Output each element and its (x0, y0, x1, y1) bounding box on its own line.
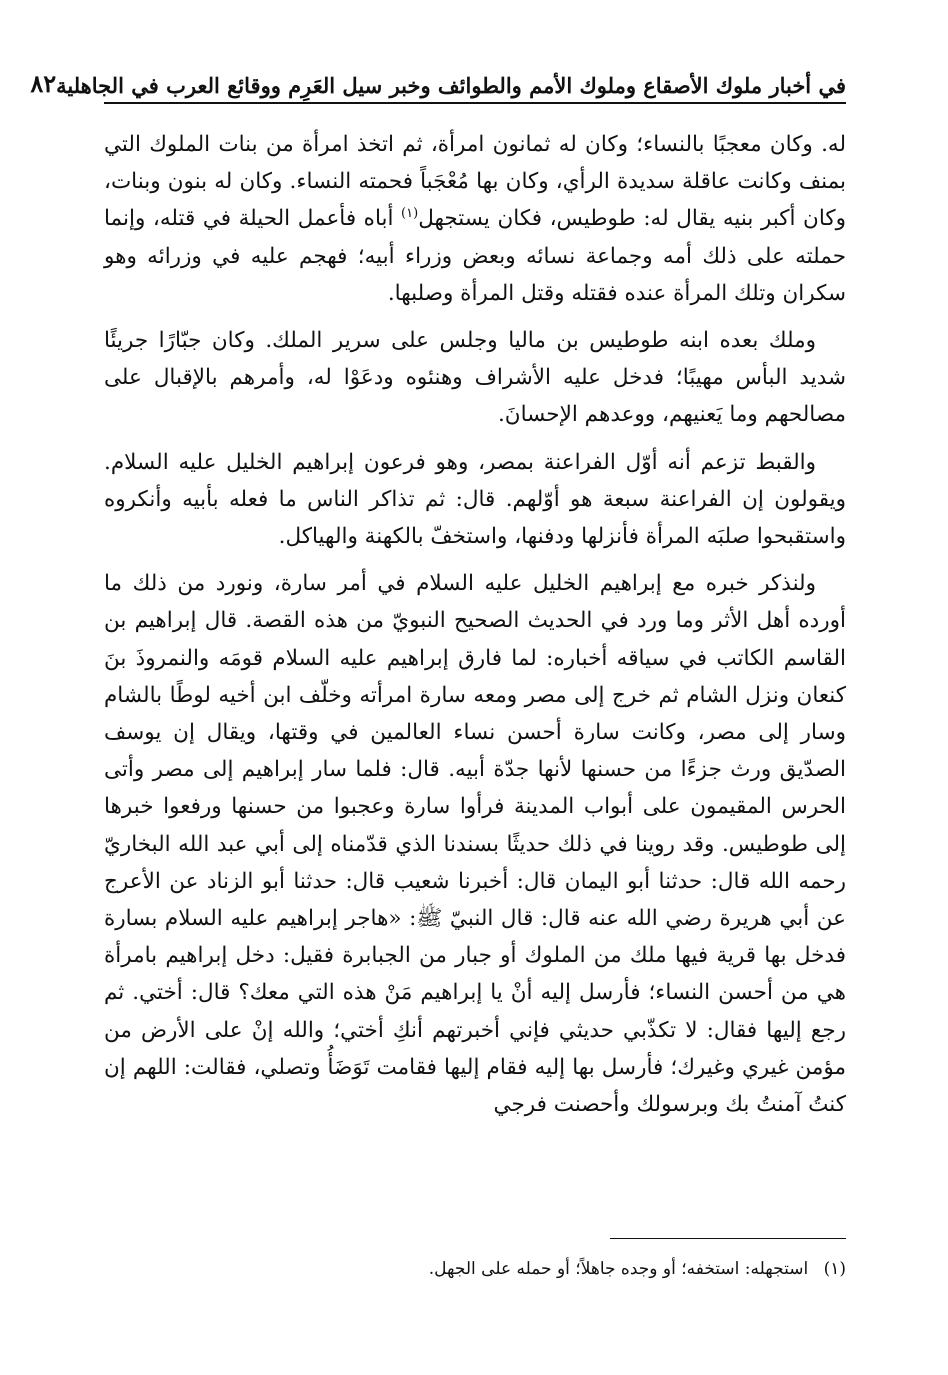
running-title: في أخبار ملوك الأصقاع وملوك الأمم والطوائف وخبر سيل العَرِم ووقائع العرب في الجاهلية (56, 73, 846, 98)
footnote-text: استجهله: استخفه؛ أو وجده جاهلاً؛ أو حمله على الجهل. (428, 1259, 809, 1279)
main-text (104, 126, 846, 1133)
page-header (30, 64, 846, 104)
paragraph-1 (104, 126, 846, 312)
footnote-number: (١) (823, 1259, 846, 1279)
page-number: ٨٢ (30, 69, 57, 98)
footnote-reference: (١) (401, 206, 419, 222)
paragraph-1-part-b: أباه فأعمل الحيلة في قتله، وإنما حملته على ذلك أمه وجماعة نسائه وبعض وزراء أبيه؛ فهجم عليه في وزرائه وهو سكران وتلك المرأة عنده فقتله وقتل المرأة وصلبها. (104, 206, 846, 306)
paragraph-1-part-a: له. وكان معجبًا بالنساء؛ وكان له ثمانون امرأة، ثم اتخذ امرأة من بنات الملوك التي بمنف وكانت عاقلة سديدة الرأي، وكان بها مُعْجَباً فحمته النساء. وكان له بنون وبنات، وكان أكبر بنيه يقال له: طوطيس، فكان يستجهل (104, 132, 846, 232)
paragraph-4: ولنذكر خبره مع إبراهيم الخليل عليه السلام في أمر سارة، ونورد من ذلك ما أورده أهل الأثر وما ورد في الحديث الصحيح النبويّ من هذه القصة. قال إبراهيم بن القاسم الكاتب في سياقه أخباره: لما فارق إبراهيم عليه السلام قومَه والنمروذَ بنَ كنعان ونزل الشام ثم خرج إلى مصر ومعه سارة امرأته وخلّف ابن أخيه لوطًا بالشام وسار إلى مصر، وكانت سارة أحسن نساء العالمين في وقتها، ويقال إن يوسف الصدّيق ورث جزءًا من حسنها لأنها جدّة أبيه. قال: فلما سار إبراهيم إلى مصر وأتى الحرس المقيمون على أبواب المدينة فرأوا سارة وعجبوا من حسنها ورفعوا خبرها إلى طوطيس. وقد روينا في ذلك حديثًا بسندنا الذي قدّمناه إلى أبي عبد الله البخاريّ رحمه الله قال: حدثنا أبو اليمان قال: أخبرنا شعيب قال: حدثنا أبو الزناد عن الأعرج عن أبي هريرة رضي الله عنه قال: قال النبيّ ﷺ: «هاجر إبراهيم عليه السلام بسارة فدخل بها قرية فيها ملك من الملوك أو جبار من الجبابرة فقيل: دخل إبراهيم بامرأة هي من أحسن النساء؛ فأرسل إليه أنْ يا إبراهيم مَنْ هذه التي معك؟ قال: أختي. ثم رجع إليها فقال: لا تكذّبي حديثي فإني أخبرتهم أنكِ أختي؛ والله إنْ على الأرض من مؤمن غيري وغيرك؛ فأرسل بها إليه فقام إليها فقامت تَوَضَأُ وتصلي، فقالت: اللهم إن كنتُ آمنتُ بك وبرسولك وأحصنت فرجي (104, 571, 846, 1118)
paragraph-3: والقبط تزعم أنه أوّل الفراعنة بمصر، وهو فرعون إبراهيم الخليل عليه السلام. ويقولون إن الفراعنة سبعة هو أوّلهم. قال: ثم تذاكر الناس ما فعله بأبيه وأنكروه واستقبحوا صلبَه المرأة فأنزلها ودفنها، واستخفّ بالكهنة والهياكل. (104, 449, 846, 550)
paragraph-2: وملك بعده ابنه طوطيس بن ماليا وجلس على سرير الملك. وكان جبّارًا جريئًا شديد البأس مهيبًا؛ فدخل عليه الأشراف وهنئوه ودعَوْا له، وأمرهم بالإقبال على مصالحهم وما يَعنيهم، ووعدهم الإحسانَ. (104, 328, 846, 428)
footnote-divider (610, 1238, 846, 1239)
footnote (104, 1256, 846, 1282)
